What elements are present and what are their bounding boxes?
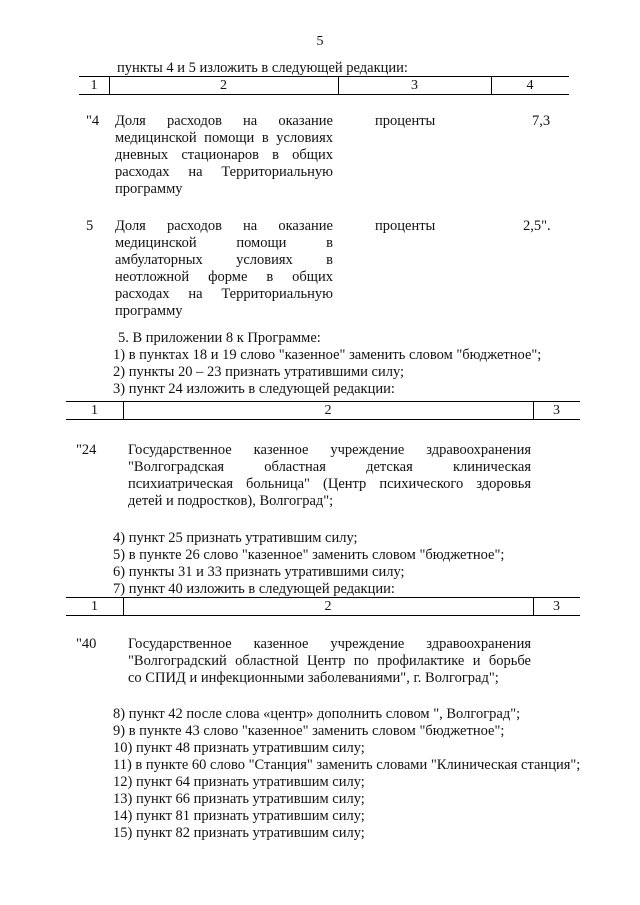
row24-line: психиатрическая больница" (Центр психического здоровья	[128, 476, 531, 492]
row40-line: "Волгоградский областной Центр по профилактике и борьбе	[128, 653, 531, 669]
table2-col1: 1	[91, 403, 98, 418]
row24-description	[128, 442, 531, 510]
row4-line: медицинской помощи в условиях	[115, 130, 333, 146]
list-item: 4) пункт 25 признать утратившим силу;	[113, 530, 358, 546]
list-item: 14) пункт 81 признать утратившим силу;	[113, 808, 365, 824]
table1-header	[79, 76, 569, 95]
row4-line: дневных стационаров в общих	[115, 147, 333, 163]
table1-col2: 2	[220, 78, 227, 93]
list-item: 1) в пунктах 18 и 19 слово "казенное" заменить словом "бюджетное";	[113, 347, 542, 363]
row5-value: 2,5".	[523, 218, 551, 234]
table2-header	[66, 401, 580, 420]
row24-line: "Волгоградская областная детская клиническая	[128, 459, 531, 475]
row4-description	[115, 113, 333, 198]
table3-col1: 1	[91, 599, 98, 614]
row5-line: программу	[115, 303, 183, 319]
row5-line: неотложной форме в общих	[115, 269, 333, 285]
list-item: 15) пункт 82 признать утратившим силу;	[113, 825, 365, 841]
table2-col3: 3	[553, 403, 560, 418]
row24-line: детей и подростков), Волгоград";	[128, 493, 334, 509]
list-item: 13) пункт 66 признать утратившим силу;	[113, 791, 365, 807]
row40-line: со СПИД и инфекционными заболеваниями", г. Волгоград";	[128, 670, 499, 686]
page-number: 5	[316, 34, 324, 49]
table1-col3: 3	[411, 78, 418, 93]
table3-col2: 2	[324, 599, 332, 614]
list-item: 6) пункты 31 и 33 признать утратившими силу;	[113, 564, 405, 580]
row4-line: Доля расходов на оказание	[115, 113, 333, 129]
row40-line: Государственное казенное учреждение здравоохранения	[128, 636, 531, 652]
row5-description	[115, 218, 333, 320]
list-item: 7) пункт 40 изложить в следующей редакции:	[113, 581, 395, 597]
table3-col3: 3	[553, 599, 560, 614]
list-item: 11) в пункте 60 слово "Станция" заменить словами "Клиническая станция";	[113, 757, 581, 773]
table3-header	[66, 597, 580, 616]
table1-col4: 4	[526, 78, 534, 93]
row5-line: медицинской помощи в	[115, 235, 333, 251]
row5-line: амбулаторных условиях в	[115, 252, 333, 268]
row5-line: расходах на Территориальную	[115, 286, 333, 302]
table2-col2: 2	[324, 403, 332, 418]
row5-unit: проценты	[375, 218, 436, 234]
row4-value: 7,3	[532, 113, 551, 129]
row4-unit: проценты	[375, 113, 436, 129]
table1-col1: 1	[90, 78, 98, 93]
list-item: 3) пункт 24 изложить в следующей редакции:	[113, 381, 395, 397]
row4-line: программу	[115, 181, 183, 197]
row40-number: "40	[76, 636, 97, 652]
list-item: 8) пункт 42 после слова «центр» дополнить словом ", Волгоград";	[113, 706, 521, 722]
list-item: 9) в пункте 43 слово "казенное" заменить словом "бюджетное";	[113, 723, 505, 739]
list-item: 12) пункт 64 признать утратившим силу;	[113, 774, 365, 790]
list-item: 5) в пункте 26 слово "казенное" заменить словом "бюджетное";	[113, 547, 505, 563]
intro-line: пункты 4 и 5 изложить в следующей редакции:	[117, 60, 408, 76]
list-item: 10) пункт 48 признать утратившим силу;	[113, 740, 365, 756]
list-item: 2) пункты 20 – 23 признать утратившими силу;	[113, 364, 405, 380]
row4-line: расходах на Территориальную	[115, 164, 333, 180]
row5-number: 5	[86, 218, 94, 234]
row24-number: "24	[76, 442, 97, 458]
row4-number: "4	[86, 113, 100, 129]
row24-line: Государственное казенное учреждение здравоохранения	[128, 442, 531, 458]
section-5-heading: 5. В приложении 8 к Программе:	[118, 330, 321, 346]
row5-line: Доля расходов на оказание	[115, 218, 333, 234]
row40-description	[128, 636, 531, 687]
